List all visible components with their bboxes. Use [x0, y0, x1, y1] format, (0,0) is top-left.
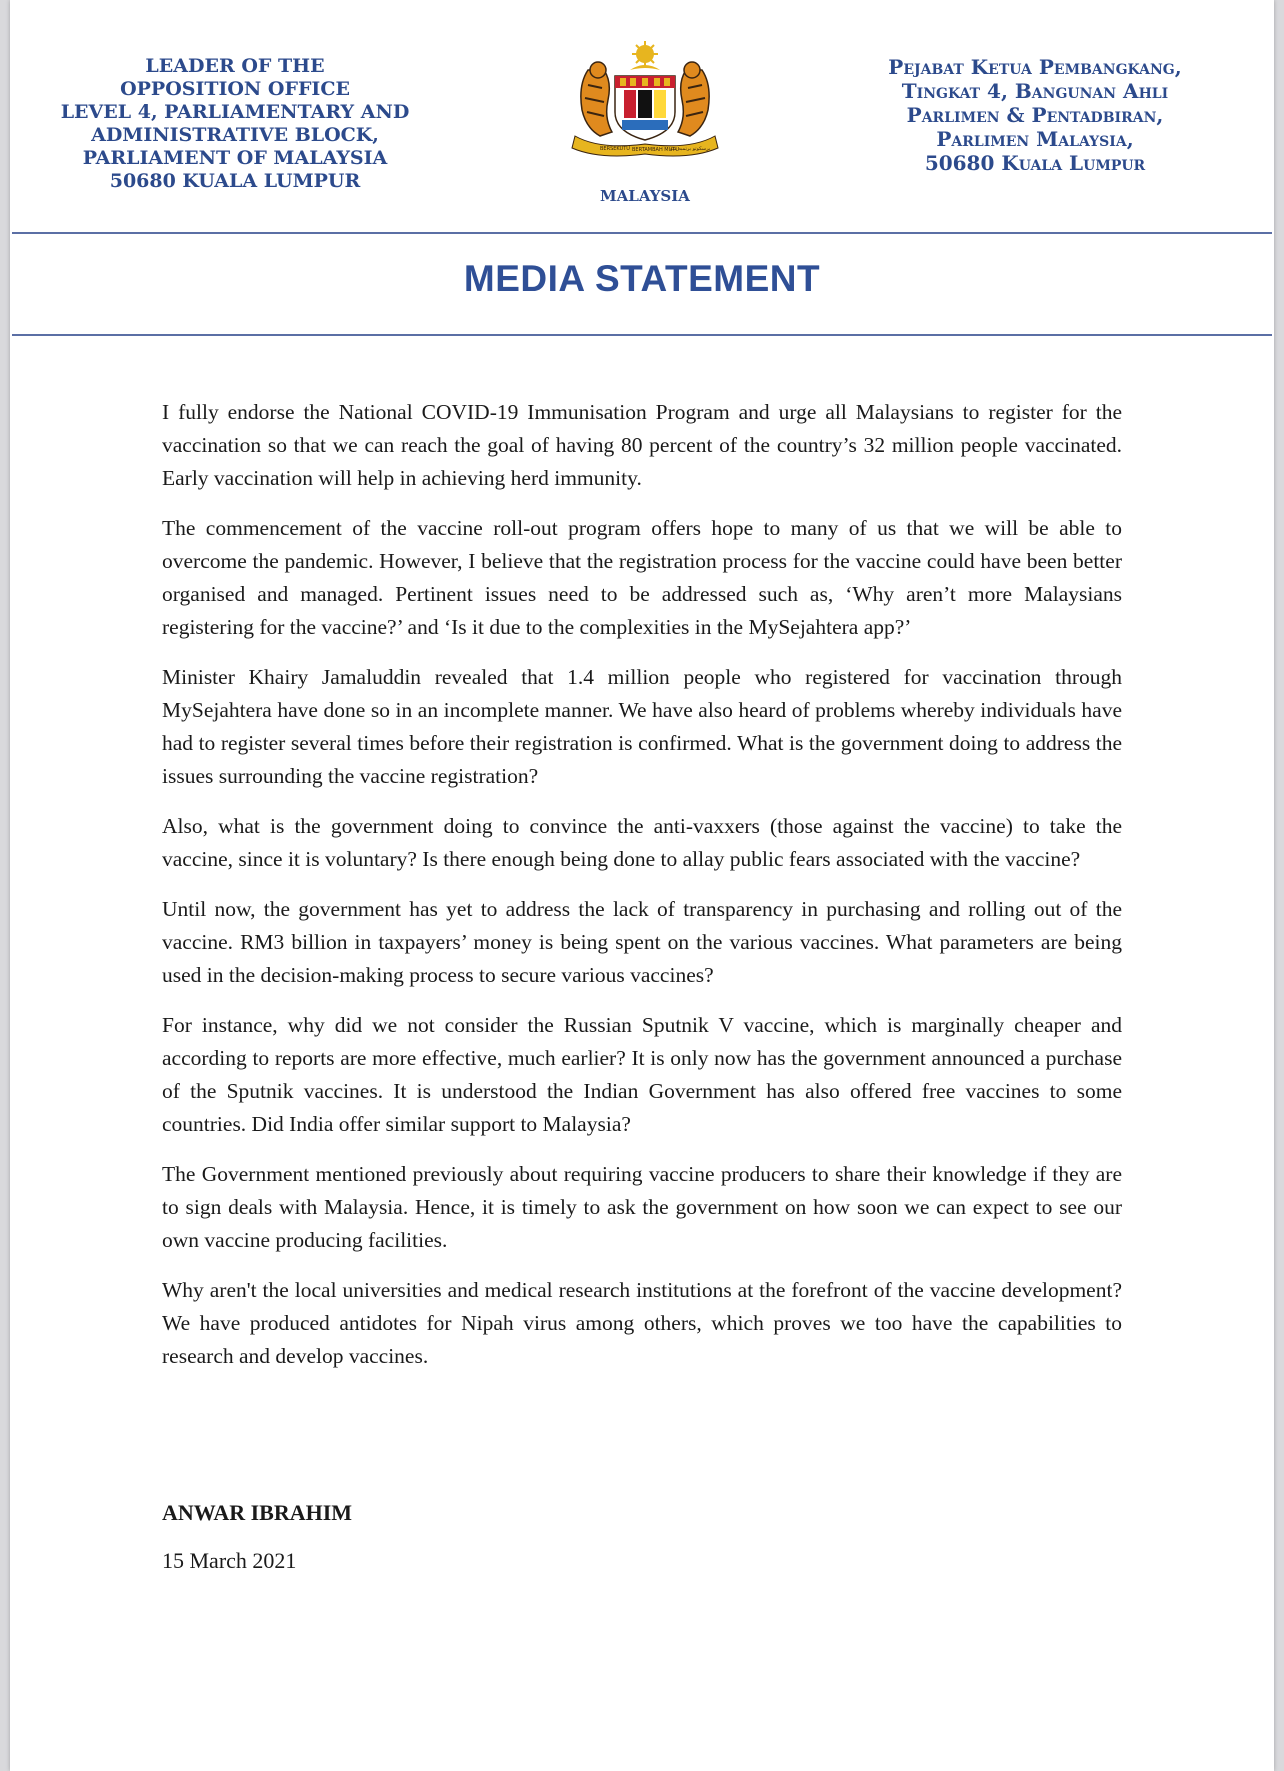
- title-divider: [12, 334, 1272, 336]
- paragraph: I fully endorse the National COVID-19 Immunisation Program and urge all Malaysians to register for the vaccination so that we can reach the goal of having 80 percent of the country’s 32 million people vaccinated. Early vaccination will help in achieving herd immunity.: [162, 400, 1122, 490]
- crest-caption: MALAYSIA: [600, 187, 690, 205]
- paragraph: Until now, the government has yet to address the lack of transparency in purchasing and rolling out of the vaccine. RM3 billion in taxpayers’ money is being spent on the various vaccines. What parameters are being used in the decision-making process to secure various vaccines?: [162, 897, 1122, 987]
- header-left-line: LEADER OF THE: [145, 55, 325, 77]
- coat-of-arms-icon: [560, 40, 730, 158]
- paragraph: Minister Khairy Jamaluddin revealed that 1.4 million people who registered for vaccination through MySejahtera have done so in an incomplete manner. We have also heard of problems whereby individuals have had to register several times before their registration is confirmed. What is the government doing to address the issues surrounding the vaccine registration?: [162, 665, 1122, 788]
- header-left-line: LEVEL 4, PARLIAMENTARY AND: [60, 101, 410, 123]
- header-right-line: Parlimen Malaysia,: [936, 127, 1134, 151]
- header-left-line: ADMINISTRATIVE BLOCK,: [91, 124, 379, 146]
- page-title: MEDIA STATEMENT: [463, 258, 821, 299]
- header-right-line: Tingkat 4, Bangunan Ahli: [901, 79, 1169, 103]
- paragraph: The commencement of the vaccine roll-out program offers hope to many of us that we will be able to overcome the pandemic. However, I believe that the registration process for the vaccine could have been better organised and managed. Pertinent issues need to be addressed such as, ‘Why aren’t more Malaysians registering for the vaccine?’ and ‘Is it due to the complexities in the MySejahtera app?’: [162, 516, 1122, 639]
- header-address-malay: [810, 55, 1260, 175]
- header-left-line: 50680 KUALA LUMPUR: [109, 170, 361, 192]
- paragraph: For instance, why did we not consider the Russian Sputnik V vaccine, which is marginally cheaper and according to reports are more effective, much earlier? It is only now has the government announced a purchase of the Sputnik vaccines. It is understood the Indian Government has also offered free vaccines to some countries. Did India offer similar support to Malaysia?: [162, 1013, 1122, 1136]
- header-address-english: [60, 55, 410, 193]
- paragraph: Also, what is the government doing to convince the anti-vaxxers (those against the vaccine) to take the vaccine, since it is voluntary? Is there enough being done to allay public fears associated with the vaccine?: [162, 814, 1122, 871]
- header-right-line: Pejabat Ketua Pembangkang,: [888, 55, 1182, 79]
- paragraph: The Government mentioned previously about requiring vaccine producers to share their knowledge if they are to sign deals with Malaysia. Hence, it is timely to ask the government on how soon we can expect to see our own vaccine producing facilities.: [162, 1162, 1122, 1252]
- crest-motto-center: BERTAMBAH MUTU: [632, 147, 679, 153]
- header-left-line: OPPOSITION OFFICE: [120, 78, 350, 100]
- header-right-line: Parlimen & Pentadbiran,: [906, 103, 1164, 127]
- signature-name: ANWAR IBRAHIM: [162, 1500, 353, 1525]
- statement-body: [162, 396, 1122, 1390]
- statement-date: 15 March 2021: [162, 1548, 297, 1573]
- header-right-line: 50680 Kuala Lumpur: [924, 151, 1146, 175]
- crest-motto-jawi: ﺑﺮﺳﻜﻮﺗﻮ ﺑﺮﺗﻤﺒﻪ ﻣﺘﻮ: [670, 146, 711, 152]
- crest-motto-left: BERSEKUTU: [600, 146, 630, 152]
- header-divider: [12, 232, 1272, 234]
- header-left-line: PARLIAMENT OF MALAYSIA: [82, 147, 388, 169]
- paragraph: Why aren't the local universities and medical research institutions at the forefront of the vaccine development? We have produced antidotes for Nipah virus among others, which proves we too have the capabilities to research and develop vaccines.: [162, 1278, 1122, 1368]
- document-page: [10, 0, 1274, 1771]
